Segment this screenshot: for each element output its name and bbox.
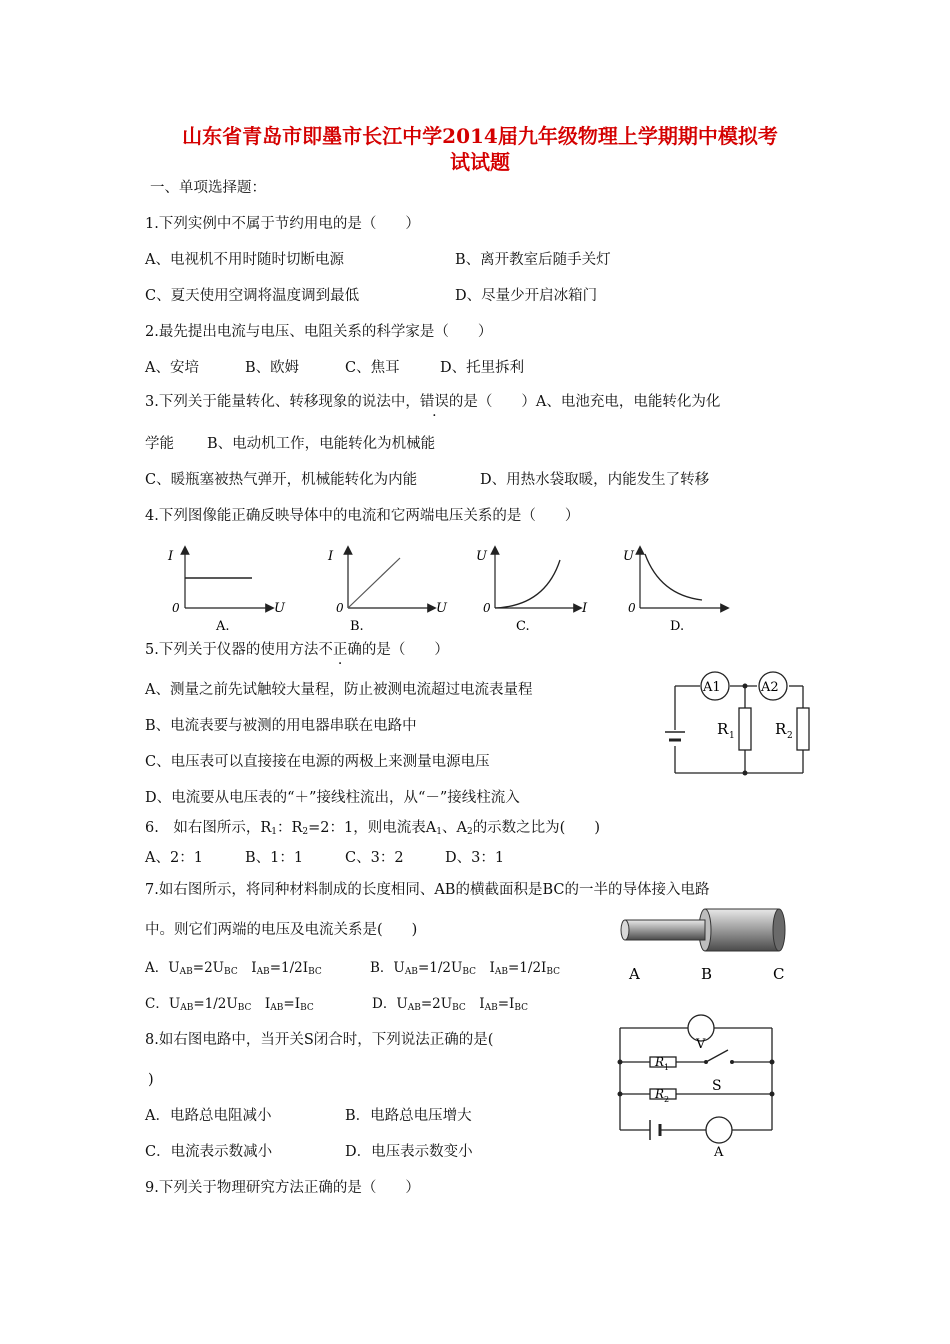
q2-option-b: B、欧姆 [245, 360, 300, 376]
q6-option-b: B、1：1 [245, 850, 304, 866]
q6-sub: 2 [466, 827, 473, 837]
q1-stem: 1.下列实例中不属于节约用电的是（ ） [145, 216, 420, 232]
q5-emphasis: 不正确 [318, 642, 362, 658]
q7-stem-cont: 中。则它们两端的电压及电流关系是( ) [145, 922, 418, 938]
graph-d [623, 549, 725, 634]
q6-option-a: A、2：1 [145, 850, 203, 866]
q3-option-c: C、暖瓶塞被热气弹开，机械能转化为内能 [145, 472, 418, 488]
q8-option-b: B．电路总电压增大 [345, 1108, 472, 1124]
resistor-r1-label: R [655, 1055, 665, 1069]
graph-a-origin: 0 [172, 601, 180, 615]
q7-option-d: D．$U_{AB}=2U_{BC}$ $I_{AB}=I_{BC}$ [372, 996, 529, 1013]
q6-sub: 2 [302, 827, 309, 837]
q5-stem [145, 640, 449, 660]
q2-option-d: D、托里拆利 [440, 360, 525, 376]
graph-c [476, 549, 588, 634]
q2-option-a: A、安培 [145, 360, 199, 376]
q6-stem [145, 818, 600, 842]
graph-d-origin: 0 [628, 601, 636, 615]
q3-stem [145, 392, 720, 412]
q4-graphs [150, 540, 740, 635]
q8-option-a: A．电路总电阻减小 [145, 1108, 272, 1124]
q8-option-c: C．电流表示数减小 [145, 1144, 273, 1160]
resistor-r2-sub: 2 [787, 731, 793, 741]
label-b: B [701, 965, 713, 983]
resistor-r1-sub: 1 [729, 731, 735, 741]
graph-d-ylabel: U [623, 549, 634, 564]
label-c: C [773, 965, 785, 983]
resistor-r1-label: R [717, 720, 729, 738]
q2-stem: 2.最先提出电流与电压、电阻关系的科学家是（ ） [145, 324, 493, 340]
q5-option-d: D、电流要从电压表的“＋”接线柱流出，从“－”接线柱流入 [145, 790, 520, 806]
q6-stem-part: 6. 如右图所示，R [145, 820, 272, 836]
resistor-r2-sub: 2 [664, 1095, 670, 1104]
page-title-cont: 试试题 [450, 150, 510, 174]
q7-stem: 7.如右图所示，将同种材料制成的长度相同、AB的横截面积是BC的一半的导体接入电路 [145, 882, 710, 898]
graph-b [327, 549, 448, 634]
graph-b-origin: 0 [336, 601, 344, 615]
q6-stem-part: 的示数之比为( ) [472, 820, 601, 836]
q3-stem-pre: 3.下列关于能量转化、转移现象的说法中， [145, 394, 420, 410]
graph-c-label: C. [516, 619, 530, 634]
q3-stem-post: 的是（ ）A、电池充电，电能转化为化 [448, 394, 721, 410]
q3-emphasis: 错误 [419, 394, 449, 410]
graph-c-origin: 0 [483, 601, 491, 615]
q3-stem-cont: 学能 [145, 436, 174, 452]
resistor-r1-sub: 1 [664, 1063, 670, 1072]
q6-option-d: D、3：1 [445, 850, 505, 866]
q5-option-a: A、测量之前先试触较大量程，防止被测电流超过电流表量程 [145, 682, 533, 698]
q7-option-b: B．$U_{AB}=1/2U_{BC}$ $I_{AB}=1/2I_{BC}$ [370, 960, 561, 977]
q6-sub: 1 [271, 827, 277, 837]
graph-b-ylabel: I [328, 549, 334, 564]
voltmeter-label: V [696, 1037, 706, 1052]
q7-conductor-diagram [615, 905, 805, 985]
graph-a [167, 549, 286, 634]
graph-a-xlabel: U [274, 601, 285, 616]
q1-option-a: A、电视机不用时随时切断电源 [145, 252, 344, 268]
q5-option-b: B、电流表要与被测的用电器串联在电路中 [145, 718, 417, 734]
ammeter-label: A [714, 1145, 724, 1160]
section-heading: 一、单项选择题： [150, 180, 266, 196]
graph-c-ylabel: U [476, 549, 487, 564]
q1-option-c: C、夏天使用空调将温度调到最低 [145, 288, 360, 304]
q8-option-d: D．电压表示数变小 [345, 1144, 473, 1160]
q7-option-a: A．$U_{AB}=2U_{BC}$ $I_{AB}=1/2I_{BC}$ [145, 960, 322, 977]
q5-stem-post: 的是（ ） [361, 642, 449, 658]
graph-a-ylabel: I [168, 549, 174, 564]
q4-stem: 4.下列图像能正确反映导体中的电流和它两端电压关系的是（ ） [145, 508, 580, 524]
q9-stem: 9.下列关于物理研究方法正确的是（ ） [145, 1180, 420, 1196]
q6-sub: 1 [436, 827, 442, 837]
q5-option-c: C、电压表可以直接接在电源的两极上来测量电源电压 [145, 754, 490, 770]
ammeter-a1-label: A1 [703, 680, 721, 695]
resistor-r2-label: R [655, 1087, 665, 1101]
graph-d-label: D. [670, 619, 685, 634]
graph-c-xlabel: I [582, 601, 588, 616]
q8-stem-cont: ) [148, 1072, 154, 1088]
page-title: 山东省青岛市即墨市长江中学2014届九年级物理上学期期中模拟考 [182, 124, 778, 148]
q6-circuit-diagram [655, 668, 825, 783]
q2-option-c: C、焦耳 [345, 360, 400, 376]
graph-b-xlabel: U [436, 601, 447, 616]
switch-label: S [712, 1078, 722, 1094]
q7-option-c: C．$U_{AB}=1/2U_{BC}$ $I_{AB}=I_{BC}$ [145, 996, 314, 1013]
q1-option-d: D、尽量少开启冰箱门 [455, 288, 598, 304]
q5-stem-pre: 5.下列关于仪器的使用方法 [145, 642, 319, 658]
q6-stem-part: 、A [441, 820, 467, 836]
graph-b-label: B. [350, 619, 364, 634]
q1-option-b: B、离开教室后随手关灯 [455, 252, 611, 268]
ammeter-a2-label: A2 [761, 680, 779, 695]
q6-stem-part: =2：1，则电流表A [308, 820, 437, 836]
q3-option-b: B、电动机工作，电能转化为机械能 [207, 436, 436, 452]
q6-stem-part: ：R [277, 820, 303, 836]
q8-circuit-diagram [610, 1008, 785, 1160]
label-a: A [629, 965, 640, 983]
graph-a-label: A. [216, 619, 230, 634]
q3-option-d: D、用热水袋取暖，内能发生了转移 [480, 472, 710, 488]
q8-stem: 8.如右图电路中，当开关S闭合时，下列说法正确的是( [145, 1032, 494, 1048]
q6-option-c: C、3：2 [345, 850, 404, 866]
resistor-r2-label: R [775, 720, 787, 738]
